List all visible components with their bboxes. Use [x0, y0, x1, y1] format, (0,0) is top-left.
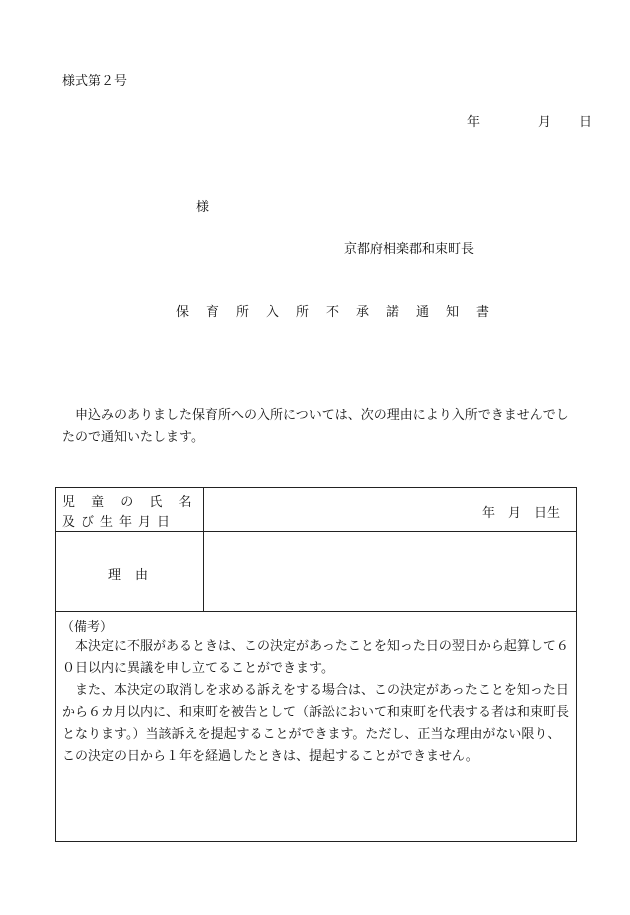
notes-row — [56, 612, 576, 841]
notes-paragraph-2: また、本決定の取消しを求める訴えをする場合は、この決定があったことを知った日から６カ月以内に、和束町を被告として（訴訟において和束町を代表する者は和束町長となります。）当該訴えを提起することができます。ただし、正当な理由がない限り、この決定の日から１年を経過したときは、提起することができません。 — [62, 683, 570, 764]
notes-heading: （備考） — [61, 620, 114, 635]
child-value-cell — [204, 488, 576, 531]
notes-body — [62, 636, 572, 768]
birthdate-format: 年 月 日生 — [481, 506, 560, 521]
reason-label: 理由 — [108, 568, 163, 583]
notice-table — [55, 487, 577, 842]
issuer-name: 京都府相楽郡和束町長 — [344, 242, 475, 257]
birthdate-label: 及び生年月日 — [62, 515, 177, 530]
child-label-cell — [56, 488, 204, 531]
recipient-suffix: 様 — [196, 200, 210, 215]
reason-label-cell — [56, 532, 204, 611]
reason-row — [56, 532, 576, 612]
child-name-label: 児 童 の 氏 名 — [62, 495, 198, 510]
child-row — [56, 488, 576, 532]
intro-text: 申込みのありました保育所への入所については、次の理由により入所できませんでしたので通知いたします。 — [62, 408, 569, 445]
date-year: 年 — [467, 115, 481, 130]
date-day: 日 — [579, 115, 593, 130]
date-line — [467, 111, 592, 130]
form-number: 様式第２号 — [62, 74, 128, 89]
document-title: 保育所入所不承諾通知書 — [176, 305, 507, 320]
date-month: 月 — [538, 115, 552, 130]
reason-value-cell — [204, 532, 576, 611]
notes-paragraph-1: 本決定に不服があるときは、この決定があったことを知った日の翌日から起算して６０日以内に異議を申し立てることができます。 — [62, 639, 569, 676]
